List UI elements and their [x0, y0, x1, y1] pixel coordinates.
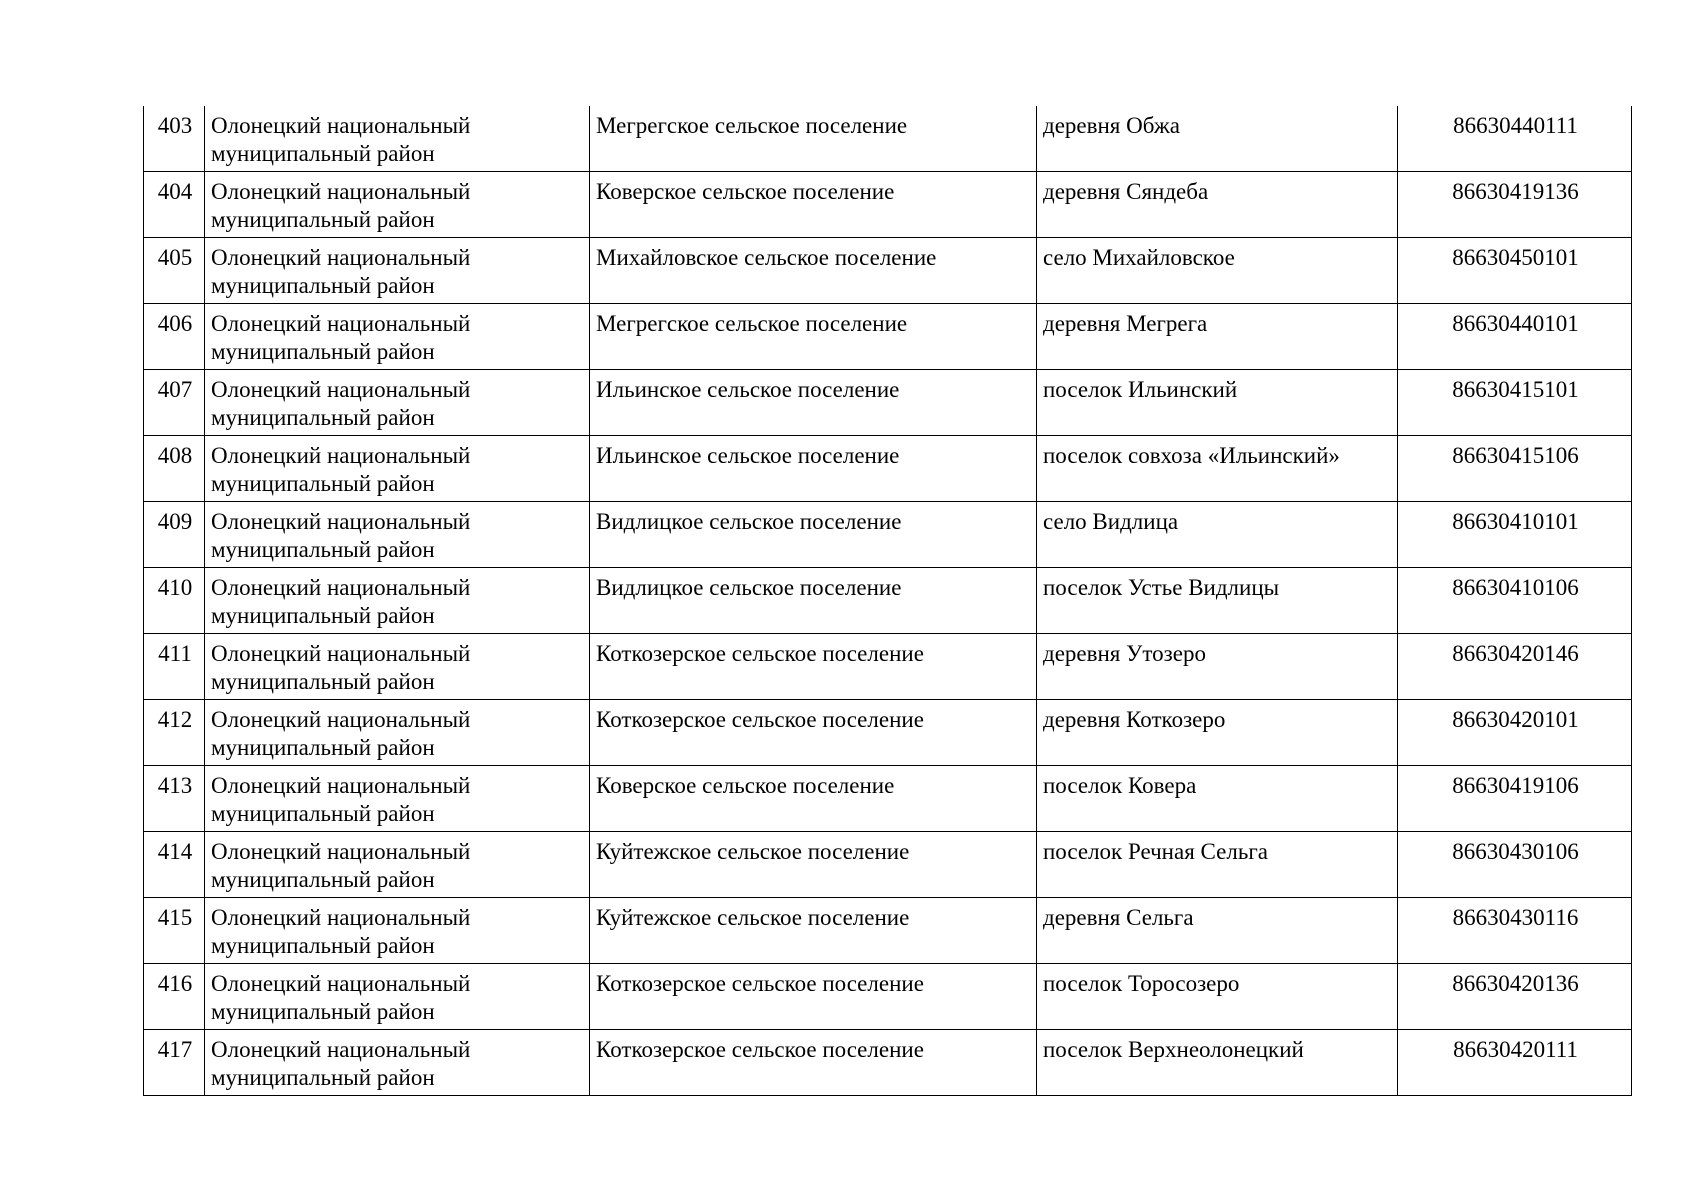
oktmo-code-cell: 86630420111: [1398, 1030, 1632, 1096]
locality-cell: село Видлица: [1037, 502, 1398, 568]
table-row: [144, 370, 1632, 436]
district-cell: Олонецкий национальный муниципальный район: [205, 766, 590, 832]
locality-cell: село Михайловское: [1037, 238, 1398, 304]
table-row: [144, 238, 1632, 304]
oktmo-code-cell: 86630419136: [1398, 172, 1632, 238]
district-cell: Олонецкий национальный муниципальный район: [205, 106, 590, 172]
table-row: [144, 898, 1632, 964]
district-cell: Олонецкий национальный муниципальный район: [205, 964, 590, 1030]
table-row: [144, 172, 1632, 238]
table-row: [144, 106, 1632, 172]
locality-cell: поселок Ковера: [1037, 766, 1398, 832]
locality-cell: поселок совхоза «Ильинский»: [1037, 436, 1398, 502]
locality-cell: поселок Устье Видлицы: [1037, 568, 1398, 634]
district-cell: Олонецкий национальный муниципальный район: [205, 700, 590, 766]
row-number: 415: [144, 898, 205, 964]
row-number: 412: [144, 700, 205, 766]
district-cell: Олонецкий национальный муниципальный район: [205, 898, 590, 964]
settlement-cell: Ильинское сельское поселение: [590, 370, 1037, 436]
settlement-cell: Коткозерское сельское поселение: [590, 1030, 1037, 1096]
table-row: [144, 634, 1632, 700]
settlement-cell: Коткозерское сельское поселение: [590, 964, 1037, 1030]
table-row: [144, 766, 1632, 832]
oktmo-code-cell: 86630415101: [1398, 370, 1632, 436]
settlement-cell: Куйтежское сельское поселение: [590, 832, 1037, 898]
locality-cell: поселок Верхнеолонецкий: [1037, 1030, 1398, 1096]
district-cell: Олонецкий национальный муниципальный район: [205, 436, 590, 502]
settlements-table: [143, 106, 1632, 1096]
settlement-cell: Коткозерское сельское поселение: [590, 700, 1037, 766]
locality-cell: деревня Сельга: [1037, 898, 1398, 964]
row-number: 411: [144, 634, 205, 700]
oktmo-code-cell: 86630450101: [1398, 238, 1632, 304]
settlement-cell: Куйтежское сельское поселение: [590, 898, 1037, 964]
table-row: [144, 568, 1632, 634]
locality-cell: деревня Сяндеба: [1037, 172, 1398, 238]
row-number: 403: [144, 106, 205, 172]
oktmo-code-cell: 86630410106: [1398, 568, 1632, 634]
settlement-cell: Коверское сельское поселение: [590, 172, 1037, 238]
row-number: 416: [144, 964, 205, 1030]
locality-cell: деревня Утозеро: [1037, 634, 1398, 700]
row-number: 413: [144, 766, 205, 832]
locality-cell: поселок Торосозеро: [1037, 964, 1398, 1030]
oktmo-code-cell: 86630410101: [1398, 502, 1632, 568]
oktmo-code-cell: 86630419106: [1398, 766, 1632, 832]
district-cell: Олонецкий национальный муниципальный район: [205, 238, 590, 304]
settlement-cell: Коверское сельское поселение: [590, 766, 1037, 832]
district-cell: Олонецкий национальный муниципальный район: [205, 502, 590, 568]
settlement-cell: Михайловское сельское поселение: [590, 238, 1037, 304]
locality-cell: деревня Обжа: [1037, 106, 1398, 172]
table-body: [144, 106, 1632, 1096]
oktmo-code-cell: 86630430106: [1398, 832, 1632, 898]
oktmo-code-cell: 86630430116: [1398, 898, 1632, 964]
district-cell: Олонецкий национальный муниципальный район: [205, 832, 590, 898]
locality-cell: деревня Коткозеро: [1037, 700, 1398, 766]
row-number: 414: [144, 832, 205, 898]
district-cell: Олонецкий национальный муниципальный район: [205, 172, 590, 238]
oktmo-code-cell: 86630415106: [1398, 436, 1632, 502]
row-number: 408: [144, 436, 205, 502]
row-number: 407: [144, 370, 205, 436]
district-cell: Олонецкий национальный муниципальный район: [205, 634, 590, 700]
locality-cell: поселок Речная Сельга: [1037, 832, 1398, 898]
oktmo-code-cell: 86630420101: [1398, 700, 1632, 766]
row-number: 404: [144, 172, 205, 238]
row-number: 406: [144, 304, 205, 370]
locality-cell: поселок Ильинский: [1037, 370, 1398, 436]
district-cell: Олонецкий национальный муниципальный район: [205, 304, 590, 370]
settlement-cell: Мегрегское сельское поселение: [590, 106, 1037, 172]
oktmo-code-cell: 86630420136: [1398, 964, 1632, 1030]
table-row: [144, 700, 1632, 766]
locality-cell: деревня Мегрега: [1037, 304, 1398, 370]
table-row: [144, 304, 1632, 370]
table-row: [144, 1030, 1632, 1096]
settlement-cell: Видлицкое сельское поселение: [590, 502, 1037, 568]
oktmo-code-cell: 86630420146: [1398, 634, 1632, 700]
district-cell: Олонецкий национальный муниципальный район: [205, 568, 590, 634]
row-number: 417: [144, 1030, 205, 1096]
settlement-cell: Ильинское сельское поселение: [590, 436, 1037, 502]
row-number: 410: [144, 568, 205, 634]
oktmo-code-cell: 86630440101: [1398, 304, 1632, 370]
oktmo-code-cell: 86630440111: [1398, 106, 1632, 172]
settlement-cell: Видлицкое сельское поселение: [590, 568, 1037, 634]
table-row: [144, 502, 1632, 568]
settlement-cell: Коткозерское сельское поселение: [590, 634, 1037, 700]
settlement-cell: Мегрегское сельское поселение: [590, 304, 1037, 370]
table-row: [144, 964, 1632, 1030]
row-number: 409: [144, 502, 205, 568]
table-row: [144, 436, 1632, 502]
district-cell: Олонецкий национальный муниципальный район: [205, 1030, 590, 1096]
table-row: [144, 832, 1632, 898]
row-number: 405: [144, 238, 205, 304]
district-cell: Олонецкий национальный муниципальный район: [205, 370, 590, 436]
